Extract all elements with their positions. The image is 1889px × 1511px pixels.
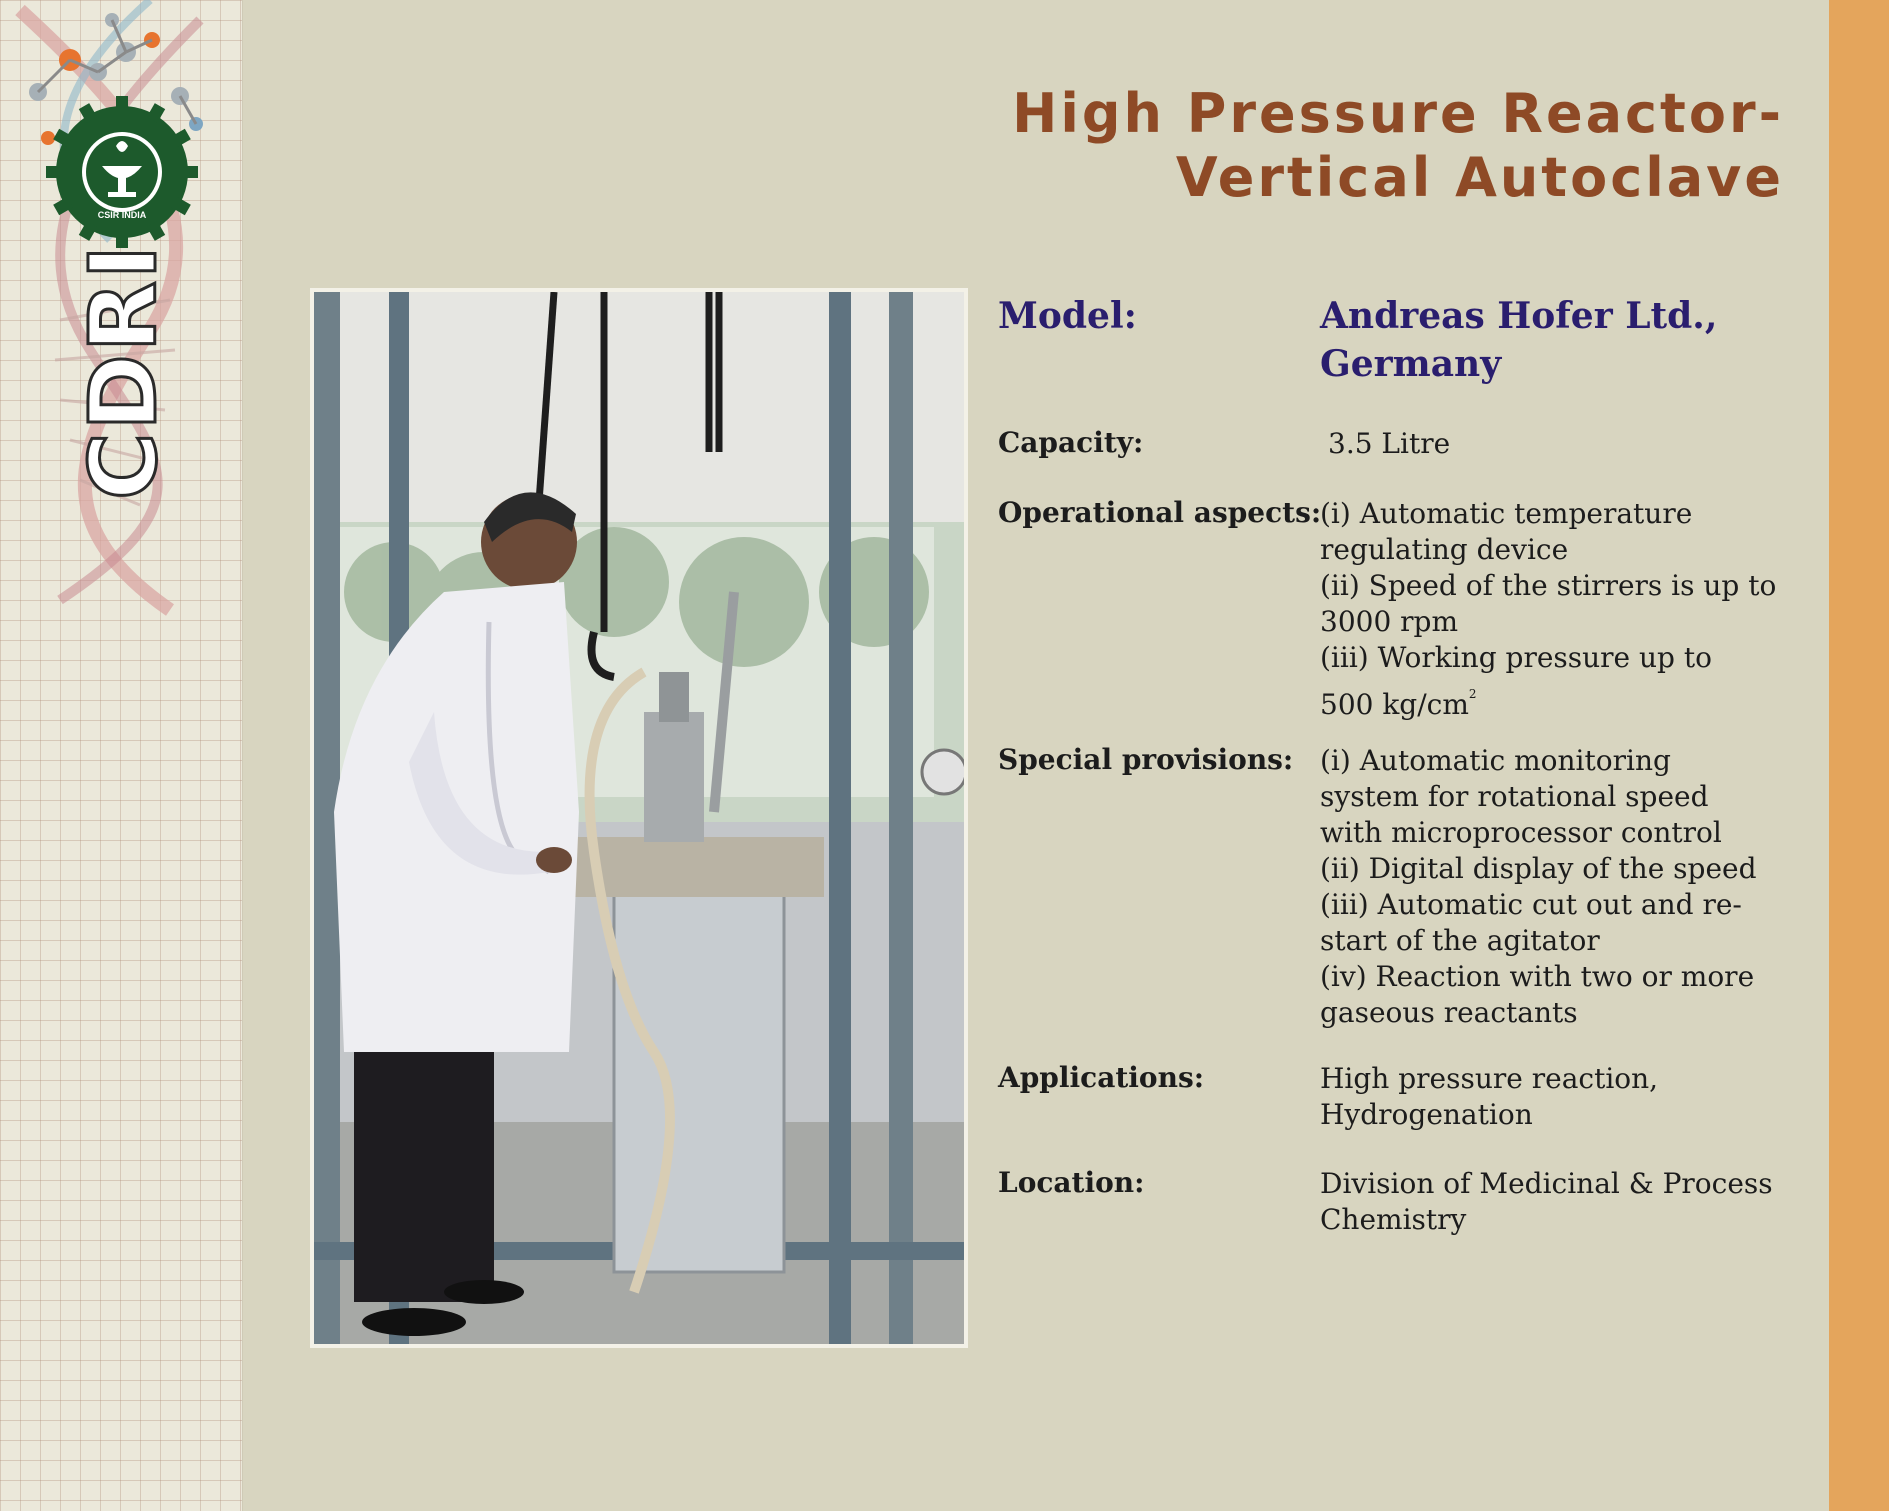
spec-value-line: 3000 rpm bbox=[1320, 605, 1459, 638]
spec-value-line: (ii) Speed of the stirrers is up to bbox=[1320, 569, 1777, 602]
photo-illustration bbox=[314, 292, 964, 1344]
emblem-text: CSIR INDIA bbox=[97, 210, 147, 220]
spec-value-line: (iii) Working pressure up to bbox=[1320, 641, 1712, 674]
spec-label-model: Model: bbox=[998, 295, 1137, 337]
equipment-photo bbox=[310, 288, 968, 1348]
spec-value-line: start of the agitator bbox=[1320, 924, 1600, 957]
spec-value-special bbox=[1320, 743, 1800, 1031]
spec-label-location: Location: bbox=[998, 1166, 1145, 1199]
spec-value-operational bbox=[1320, 496, 1800, 723]
spec-value-line: Andreas Hofer Ltd., bbox=[1320, 295, 1718, 337]
spec-value-line: Division of Medicinal & Process bbox=[1320, 1167, 1773, 1200]
spec-value-model bbox=[1320, 292, 1800, 388]
spec-label-capacity: Capacity: bbox=[998, 426, 1144, 459]
title-line-2: Vertical Autoclave bbox=[1175, 146, 1784, 209]
spec-value-line: with microprocessor control bbox=[1320, 816, 1722, 849]
spec-value-line: Hydrogenation bbox=[1320, 1098, 1533, 1131]
spec-value-line: (iii) Automatic cut out and re- bbox=[1320, 888, 1742, 921]
page-title bbox=[1012, 82, 1784, 210]
pressure-unit-text: 500 kg/cm bbox=[1320, 688, 1469, 721]
spec-value-capacity bbox=[1328, 426, 1808, 462]
spec-value-line: gaseous reactants bbox=[1320, 996, 1578, 1029]
spec-value-line: (i) Automatic temperature bbox=[1320, 497, 1693, 530]
cdri-logo-text: CDRI bbox=[70, 243, 177, 500]
right-accent-bar bbox=[1829, 0, 1889, 1511]
spec-value-line: regulating device bbox=[1320, 533, 1569, 566]
title-line-1: High Pressure Reactor- bbox=[1012, 82, 1784, 145]
spec-value-line: High pressure reaction, bbox=[1320, 1062, 1659, 1095]
spec-value-line: (ii) Digital display of the speed bbox=[1320, 852, 1757, 885]
spec-label-operational: Operational aspects: bbox=[998, 496, 1322, 529]
spec-value-applications bbox=[1320, 1061, 1800, 1133]
spec-label-special: Special provisions: bbox=[998, 743, 1294, 776]
left-decorative-strip bbox=[0, 0, 243, 1511]
spec-value-line: system for rotational speed bbox=[1320, 780, 1709, 813]
csir-emblem-logo bbox=[46, 96, 198, 248]
spec-value-line: Germany bbox=[1320, 343, 1502, 385]
spec-value-line-pressure bbox=[1320, 676, 1800, 723]
spec-label-applications: Applications: bbox=[998, 1061, 1205, 1094]
superscript: 2 bbox=[1468, 687, 1477, 701]
spec-value-location bbox=[1320, 1166, 1800, 1238]
spec-value-line: (i) Automatic monitoring bbox=[1320, 744, 1671, 777]
spec-value-line: Chemistry bbox=[1320, 1203, 1467, 1236]
spec-value-line: 3.5 Litre bbox=[1328, 427, 1451, 460]
spec-value-line: (iv) Reaction with two or more bbox=[1320, 960, 1755, 993]
